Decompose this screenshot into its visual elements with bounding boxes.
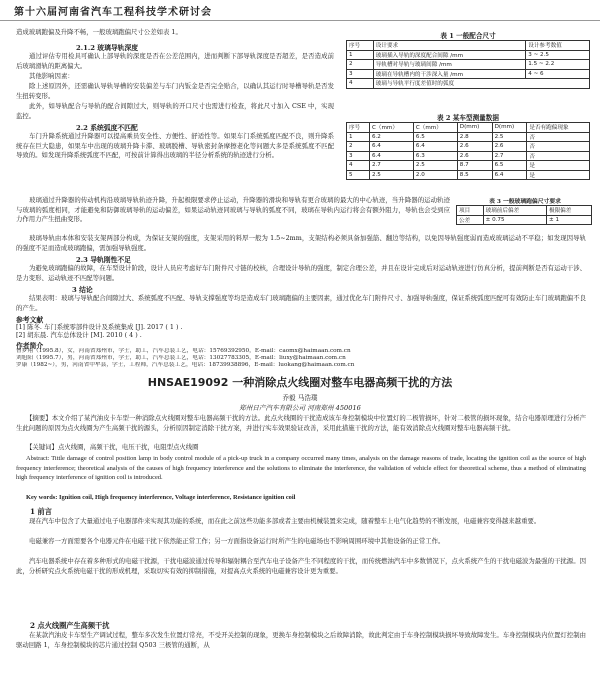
table-cell: 2.7: [369, 161, 413, 171]
abstract-cn: 【摘要】本文介绍了某汽油皮卡车型一种消除点火线圈对整车电器高频干扰的方法。此点火线圈的干扰造成该车身控制模块中位置灯的二极管损坏，针对二极管的损坏现象，结合电器原理进行分析产生此问题的原因为点火线圈为产生高频干扰的源头，分析原因制定消除干扰方案，并进行实车效果验证改善，采用此措施干扰的方法，能有效消除点火线圈对整车电器高频干扰。: [16, 414, 586, 432]
table-cell: 玻璃在导轨槽内的干涉深入量 /mm: [373, 69, 525, 79]
table-cell: 2.5: [413, 161, 457, 171]
table-2: [346, 122, 590, 180]
table-cell: 否: [527, 151, 590, 161]
article-affiliation: 郑州日产汽车有限公司 河南郑州 450016: [239, 404, 361, 412]
table-cell: 导轨槽对导轨与玻璃间隙 /mm: [373, 60, 525, 70]
s22-paragraph-2: 玻璃通过升降器的传动机构沿玻璃导轨轨迹升降，升起极限要求停止运动，升降器的滑块和导轨有更合玻璃的最大的中心轨迹，当升降器的运动轨迹与玻璃的弧度相同，才能避免和防御玻璃导轨的运动偏差，如果运动轨迹同玻璃与导轨的弧度不同，玻璃在导轨内运行将会有额外阻力，导轨也会受到应力作用力产生扭曲变形。: [16, 196, 450, 224]
table-cell: 8.5: [457, 170, 492, 180]
table-1: [346, 40, 590, 89]
table-header-cell: C（mm）: [413, 123, 457, 133]
s212-paragraph-2: 其他影响因素：: [29, 72, 74, 80]
table-1-caption: 表 1 一般配合尺寸: [440, 32, 496, 40]
table-cell: 6.5: [492, 161, 527, 171]
table-row: [347, 161, 590, 171]
table-row: [347, 123, 590, 133]
references-heading: 参考文献: [16, 316, 44, 324]
table-header-cell: 设计参考数值: [526, 41, 590, 51]
s212-paragraph-4: 此外，如导轨配合与导轨的配合间隙过大，则导轨的开口尺寸也需进行检查，将此尺寸加入 CSE 中，实现监控。: [16, 102, 334, 120]
table-cell: 2.0: [413, 170, 457, 180]
table-row: [347, 69, 590, 79]
table-header-cell: 项目: [457, 206, 484, 216]
table-cell: 2.7: [492, 151, 527, 161]
table-cell: 6.4: [369, 142, 413, 152]
conclusion-paragraph: 结果表明：玻璃与导轨配合间隙过大、系统弧度不匹配、导轨支撑强度等均是造成车门玻璃跑偏的主要因素，通过优化车门附件尺寸、加强导轨强度，保证系统弧度匹配可有效防止车门玻璃跑偏不良的产生。: [16, 294, 586, 312]
table-cell: 1: [347, 132, 370, 142]
author-bio-item: 曹梦翔（1995.8），女，河南省郑州市，学士，助工，汽车总装工艺，电话：15769392950，E-mail：caomx@haimaan.com.cn: [16, 348, 351, 354]
s1-paragraph-1: 现在汽车中包含了大量通过电子电器部件来实现其功能的系统，而在此之前这些功能多部或者主要由机械装置来完成，随着整车上电气化趋势的不断发展，电磁兼容变得越来越重要。: [29, 517, 541, 525]
table-cell: 6.5: [413, 132, 457, 142]
table-cell: 6.4: [492, 170, 527, 180]
table-cell: 4: [347, 79, 374, 89]
running-title: 第十六届河南省汽车工程科技学术研讨会: [14, 7, 212, 18]
table-cell: 8.7: [457, 161, 492, 171]
table-row: [347, 151, 590, 161]
table-cell: 否: [527, 142, 590, 152]
table-cell: 2.6: [492, 142, 527, 152]
article-authors: 乔毅 马浩璞: [282, 394, 318, 402]
table-cell: ± 1: [546, 215, 591, 225]
table-cell: 是: [527, 161, 590, 171]
table-cell: 6.4: [413, 142, 457, 152]
abstract-en: Abstract: Tittle damage of control position lamp in body control module of a pick-up truck in a company occurred many times, analysis on the damage reasons of trade, locating the ignition coil as the source of high frequency interference; theoretical analysis of the causes of high frequency interference and the solutions to eliminate the interference, the validation of vehicle effect for theoretical scheme, thus a method of eliminating high frequency interference of ignition coil is introduced.: [16, 455, 586, 482]
table-row: [457, 206, 592, 216]
table-header-cell: D(mm): [457, 123, 492, 133]
article-title: HNSAE19092 一种消除点火线圈对整车电器高频干扰的方法: [147, 376, 453, 389]
table-header-cell: C（mm）: [369, 123, 413, 133]
table-cell: 4: [347, 161, 370, 171]
author-bio-item: 刘旭阳（1995.7），男，河南省郑州市，学士，助工，汽车总装工艺，电话：13027783305，E-mail：liuxy@haimaan.com.cn: [16, 355, 346, 361]
keywords-cn: 【关键词】点火线圈，高频干扰，电压干扰，电阻型点火线圈: [26, 443, 199, 451]
table-header-cell: 序号: [347, 123, 370, 133]
table-cell: 3: [347, 69, 374, 79]
table-cell: 公差: [457, 215, 484, 225]
table-row: [347, 132, 590, 142]
table-row: [347, 60, 590, 70]
table-cell: 否: [527, 132, 590, 142]
section-2-heading: 2 点火线圈产生高频干扰: [30, 621, 110, 630]
table-header-cell: 玻璃前后偏差: [483, 206, 546, 216]
table-cell: 6.2: [369, 132, 413, 142]
table-cell: 1: [347, 50, 374, 60]
table-header-cell: D(mm): [492, 123, 527, 133]
s212-paragraph-1: 通过评估专用检具可确认上部导轨的深度是否在公差范围内，进而判断下部导轨深度是否超差，是否造成前后玻璃滑轨的距离偏大。: [16, 52, 334, 70]
table-row: [347, 170, 590, 180]
table-header-cell: 序号: [347, 41, 374, 51]
table-cell: 2.6: [457, 151, 492, 161]
table-cell: 2.6: [457, 142, 492, 152]
table-row: [347, 41, 590, 51]
table-cell: 2.5: [492, 132, 527, 142]
section-3-heading: 3 结论: [72, 286, 93, 294]
table-cell: 2: [347, 60, 374, 70]
table-header-cell: 极限偏差: [546, 206, 591, 216]
table-3: [456, 205, 592, 225]
table-cell: 1.5 ~ 2.2: [526, 60, 590, 70]
s212-paragraph-3: 除上述原因外，还需确认导轨导槽的安装偏差与车门内钣金是否完全贴合，以确认其运行时导槽导轨是否发生扭转变形。: [16, 82, 334, 100]
table-row: [347, 142, 590, 152]
table-row: [347, 79, 590, 89]
table-3-caption: 表 3 一般玻璃跑偏尺寸要求: [489, 199, 561, 205]
table-cell: 6.4: [369, 151, 413, 161]
s2-paragraph-1: 在某款汽油皮卡车型生产调试过程，整车多次发生位置灯常亮，不受开关控制的现象，更换车身控制模块之后故障消除，故此判定由于车身控制模块损坏导致故障发生。车身控制模块内位置灯控制由驱动回路 1，车身控制模块的芯片通过控制 Q503 三极管的通断，从: [16, 631, 586, 649]
table-cell: 6.3: [413, 151, 457, 161]
table-cell: 是: [527, 170, 590, 180]
table-row: [457, 215, 592, 225]
section-2-1-2-heading: 2.1.2 玻璃导轨深度: [76, 44, 139, 52]
running-header: [0, 0, 600, 21]
table-header-cell: 设计要求: [373, 41, 525, 51]
author-bio-heading: 作者简介: [16, 342, 44, 350]
table-cell: 2.5: [369, 170, 413, 180]
table-2-caption: 表 2 某车型测量数据: [437, 114, 499, 122]
table-cell: ± 0.75: [483, 215, 546, 225]
reference-item: [2] 胡东晨. 汽车总体设计 [M]. 2010 ( 4 ) .: [16, 331, 142, 339]
table-cell: 3 ~ 2.5: [526, 50, 590, 60]
table-row: [347, 50, 590, 60]
table-cell: 5: [347, 170, 370, 180]
author-bio-item: 罗康（1982~），男，河南省中牟县，学士，工程师，汽车总装工艺，电话：18739938896，E-mail：luokang@haimaan.com.cn: [16, 362, 355, 368]
section-2-3-heading: 2.3 导轨刚性不足: [76, 256, 131, 264]
table-cell: 4 ~ 6: [526, 69, 590, 79]
table-cell: 玻璃与导轨平行度差值时的弧度: [373, 79, 589, 89]
table-cell: 2: [347, 142, 370, 152]
section-1-heading: 1 前言: [30, 507, 52, 516]
keywords-en: Key words: Ignition coil, High frequency interference, Voltage interference, Resistance ignition coil: [26, 494, 296, 501]
s22-paragraph-1: 车门升降系统通过升降器可以提高乘员安全性、方便性、舒适性等。如果车门系统弧度匹配不良，则升降系统存在巨大隐患，如果车中出现的玻璃升降卡滞、玻璃脱槽、导轨密封条摩擦老化等问题大多是系统弧度不匹配导致的。如发现升降系统弧度不匹配，可按前计算得出玻璃的半径分析系统的轨迹进行分析。: [16, 132, 334, 160]
table-cell: 玻璃插入导轨的深度配合间隙 /mm: [373, 50, 525, 60]
section-2-2-heading: 2.2 系统弧度不匹配: [76, 124, 138, 132]
s23-paragraph-1: 为避免玻璃跑偏的故障，在车型设计阶段，设计人员应考虑好车门附件尺寸链的校核，合理设计导轨的强度，制定合理公差，并且在设计完成后对运动轨迹进行仿真分析，提前判断是否有运动干涉、是力变形、运动轨迹不匹配等问题。: [16, 264, 586, 282]
s1-paragraph-2: 电磁兼容一方面需要各个电器元件在电磁干扰下依然能正常工作；另一方面指设备运行时所产生的电磁场也不影响周围环境中其他设备的正常工作。: [29, 537, 445, 545]
intro-text: 造成玻璃跑偏及升降不畅，一般玻璃跑偏尺寸公差如表 1。: [16, 28, 182, 36]
s1-paragraph-3: 汽车电器系统中存在着多种形式的电磁干扰源，干扰电磁波通过传导和辐射耦合至汽车电子设备产生不同程度的干扰，而传统燃油汽车中多数情况下，点火系统产生的干扰电磁波为最强的干扰源。因此，分析研究点火系统电磁干扰的形成机理，采取切实有效的抑制措施，对提高点火系统的电磁兼容设计更为重要。: [16, 557, 586, 575]
reference-item: [1] 陈冬. 车门系统零部件设计及系统集成 [J]. 2017 ( 1 ) .: [16, 323, 183, 331]
s22-paragraph-3: 玻璃导轨由本体和安装支架两部分构成，为保证支架的强度，支架采用的料厚一般为 1.5~2mm，支架结构必须具备加强筋、翻边等结构，以免因导轨强度弱而造成玻璃运动不平稳；如发现因导轨的强度不足而造成玻璃跑偏，需加强导轨强度。: [16, 234, 586, 252]
table-cell: 3: [347, 151, 370, 161]
table-header-cell: 是否有跑偏现象: [527, 123, 590, 133]
table-cell: 2.8: [457, 132, 492, 142]
